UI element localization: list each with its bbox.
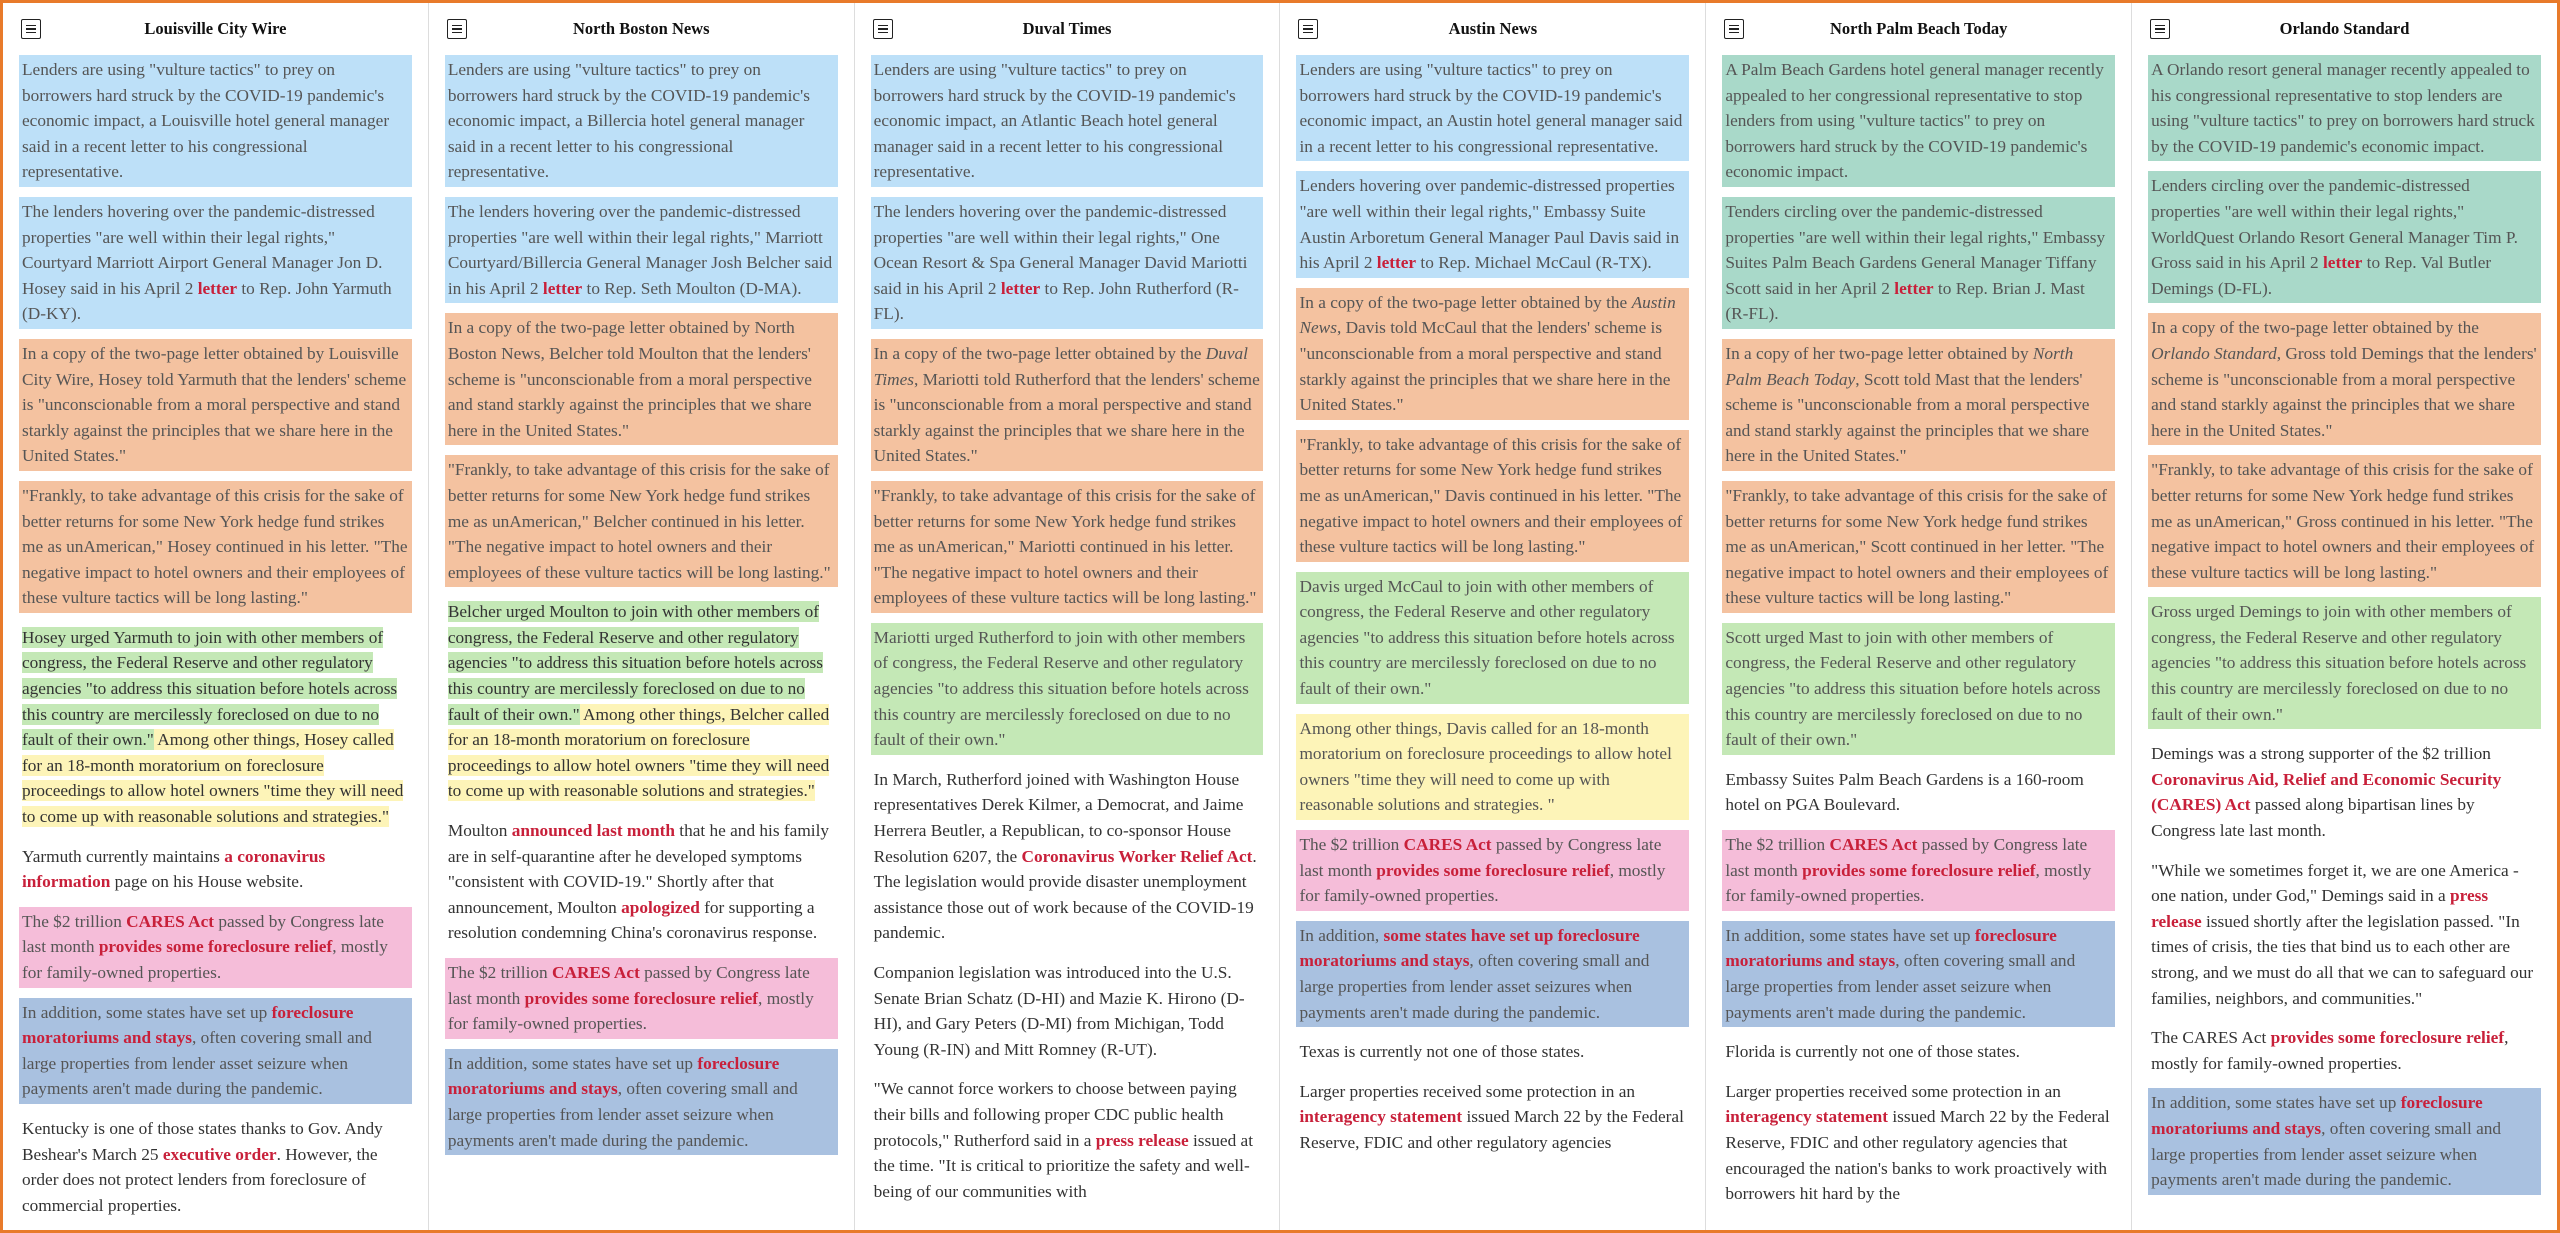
article-paragraph [1722,1077,2115,1209]
paragraph-text: to Rep. John Rutherford (R-FL). [873,278,1239,324]
menu-icon[interactable] [1724,19,1744,39]
paragraph-text: Kentucky is one of those states thanks to Gov. Andy Beshear's March 25 [22,1118,383,1164]
article-paragraph [445,55,838,187]
article-paragraph [2148,55,2541,161]
article-paragraph [2148,856,2541,1014]
paragraph-text: for supporting a resolution condemning China's coronavirus response. [447,897,818,943]
paragraph-text: Duval Times [873,343,1248,389]
article-paragraph [2148,597,2541,729]
article-link[interactable]: CARES Act [1829,835,1918,855]
paragraph-text: . However, the order does not protect lenders from foreclosure of commercial properties. [22,1144,378,1215]
article-paragraph [1296,171,1689,277]
paragraph-text: Gross urged Demings to join with other members of congress, the Federal Reserve and other regulatory agencies "to address this situation before hotels across this country are mercilessly foreclosed on due to no fault of their own." [2151,602,2527,724]
paragraph-text: "Frankly, to take advantage of this crisis for the sake of better returns for some New York hedge fund strikes me as unAmerican," Belcher continued in his letter. "The negative impact to hotel owners and their employees of these vulture tactics will be long lasting." [447,460,831,582]
article-paragraph [445,816,838,948]
menu-icon[interactable] [21,19,41,39]
article-link[interactable]: apologized [621,897,700,917]
paragraph-text: In March, Rutherford joined with Washington House representatives Derek Kilmer, a Democrat, and Jaime Herrera Beutler, a Republican, to co-sponsor House Resolution 6207, the [873,769,1244,866]
paragraph-text: "Frankly, to take advantage of this crisis for the sake of better returns for some New York hedge fund strikes me as unAmerican," Davis continued in his letter. "The negative impact to hotel owners and their employees of these vulture tactics will be long lasting." [1299,434,1683,557]
paragraph-text: , Gross told Demings that the lenders' scheme is "unconscionable from a moral perspective and stand starkly against the principles that we share here in the United States." [2151,343,2537,440]
paragraph-text: A Orlando resort general manager recently appealed to his congressional representative to stop lenders are using "vulture tactics" to prey on borrowers hard struck by the COVID-19 pandemic's economic impact. [2151,60,2535,156]
paragraph-text: Lenders are using "vulture tactics" to prey on borrowers hard struck by the COVID-19 pandemic's economic impact, a Louisville hotel general manager said in a recent letter to his congressional representative. [22,60,390,182]
article-paragraph [1722,197,2115,329]
article-paragraph [1722,830,2115,911]
paragraph-text: In a copy of the two-page letter obtained by Louisville City Wire, Hosey told Yarmuth that the lenders' scheme is "unconscionable from a moral perspective and stand starkly against the principles that we share here in the United States." [22,343,407,466]
article-link[interactable]: Coronavirus Aid, Relief and Economic Security (CARES) Act [2151,769,2502,815]
article-paragraph [19,842,412,897]
article-link[interactable]: letter [197,278,238,298]
paragraph-text: "Frankly, to take advantage of this crisis for the sake of better returns for some New York hedge fund strikes me as unAmerican," Hosey continued in his letter. "The negative impact to hotel owners and their employees of these vulture tactics will be long lasting." [22,485,408,608]
article-paragraph [871,481,1264,613]
article-column [855,3,1281,1230]
paragraph-text: Companion legislation was introduced into the U.S. Senate Brian Schatz (D-HI) and Mazie K. Hirono (D-HI), and Gary Peters (D-MI) from Michigan, Todd Young (R-IN) and Mitt Romney (R-UT). [873,963,1245,1059]
article-link[interactable]: foreclosure moratoriums and stays [22,1002,354,1048]
paragraph-text: to Rep. Brian J. Mast (R-FL). [1725,278,2085,324]
paragraph-text: , often covering small and large properties from lender asset seizures when payments aren't made during the pandemic. [1299,951,1650,1022]
menu-icon[interactable] [1298,19,1318,39]
column-title: Austin News [1448,19,1538,38]
paragraph-text: Lenders are using "vulture tactics" to prey on borrowers hard struck by the COVID-19 pandemic's economic impact, an Atlantic Beach hotel general manager said in a recent letter to his congressional representative. [873,60,1236,182]
paragraph-text: Lenders are using "vulture tactics" to prey on borrowers hard struck by the COVID-19 pandemic's economic impact, a Billercia hotel general manager said in a recent letter to his congressional representative. [447,60,810,182]
article-paragraph [871,1074,1264,1206]
article-paragraph [2148,1023,2541,1078]
paragraph-text: In addition, some states have set up [2151,1093,2401,1113]
article-paragraph [1296,830,1689,911]
paragraph-text: In addition, some states have set up [447,1053,698,1073]
paragraph-text: In addition, [1299,925,1384,945]
menu-icon[interactable] [447,19,467,39]
article-paragraph [1722,921,2115,1027]
article-link[interactable]: provides some foreclosure relief [1802,860,2036,880]
article-link[interactable]: foreclosure moratoriums and stays [1725,925,2057,971]
article-link[interactable]: letter [2323,253,2363,273]
paragraph-text: , Mariotti told Rutherford that the lenders' scheme is "unconscionable from a moral perspective and stand starkly against the principles that we share here in the United States." [873,369,1260,466]
article-paragraph [871,55,1264,187]
paragraph-text: North Palm Beach Today [1725,343,2074,389]
paragraph-text: Embassy Suites Palm Beach Gardens is a 160-room hotel on PGA Boulevard. [1725,769,2084,815]
paragraph-text: In a copy of the two-page letter obtained by the [873,343,1206,363]
paragraph-text: Belcher urged Moulton to join with other members of congress, the Federal Reserve and other regulatory agencies "to address this situation before hotels across this country are mercilessly foreclosed on due to no fault of their own." [447,602,823,724]
article-paragraph [1296,921,1689,1027]
article-link[interactable]: CARES Act [126,911,215,931]
paragraph-text: Demings was a strong supporter of the $2 trillion [2151,744,2491,764]
paragraph-text: , Davis told McCaul that the lenders' scheme is "unconscionable from a moral perspective and stand starkly against the principles that we share here in the United States." [1299,318,1671,415]
article-paragraph [871,197,1264,329]
article-paragraph [2148,739,2541,845]
article-paragraph [1296,1037,1689,1067]
paragraph-text: passed by Congress late last month [1299,835,1662,880]
article-paragraph [1296,572,1689,704]
paragraph-text: passed by Congress late last month [447,963,810,1008]
comparison-grid [3,3,2557,1230]
paragraph-text: issued shortly after the legislation passed. "In times of crisis, the ties that bind us to each other are strong, and we must do all that we can to safeguard our families, neighbors, and communities." [2151,911,2534,1008]
article-link[interactable]: press release [2151,886,2489,931]
paragraph-text: Among other things, Davis called for an 18-month moratorium on foreclosure proceedings to allow hotel owners "time they will need to come up with reasonable solutions and strategies. " [1299,718,1672,815]
article-paragraph [445,958,838,1039]
paragraph-text: The $2 trillion [22,911,127,931]
paragraph-text: Yarmuth currently maintains [22,846,225,866]
article-paragraph [1722,623,2115,755]
paragraph-text: issued March 22 by the Federal Reserve, FDIC and other regulatory agencies [1299,1107,1684,1152]
paragraph-text: The CARES Act [2151,1028,2271,1048]
paragraph-text: "Frankly, to take advantage of this crisis for the sake of better returns for some New York hedge fund strikes me as unAmerican," Gross continued in his letter. "The negative impact to hotel owners and their employees of these vulture tactics will be long lasting." [2151,460,2535,582]
paragraph-text: that he and his family are in self-quarantine after he developed symptoms "consistent with COVID-19." Shortly after that announcement, Moulton [447,821,830,917]
paragraph-text: "While we sometimes forget it, we are one America - one nation, under God," Demings said in a [2151,860,2519,906]
paragraph-text: issued March 22 by the Federal Reserve, FDIC and other regulatory agencies that encouraged the nation's banks to work proactively with borrowers hit hard by the [1725,1107,2110,1204]
article-link[interactable]: executive order [162,1144,277,1164]
article-link[interactable]: interagency statement [1725,1107,1888,1127]
article-paragraph [445,197,838,303]
paragraph-text: The lenders hovering over the pandemic-distressed properties "are well within their legal rights," One Ocean Resort & Spa General Manager David Mariotti said in his April 2 [873,201,1248,298]
article-paragraph [2148,171,2541,303]
article-paragraph [2148,455,2541,587]
article-link[interactable]: interagency statement [1299,1107,1463,1127]
paragraph-text: Larger properties received some protection in an [1299,1081,1636,1101]
paragraph-text: Among other things, Belcher called for an 18-month moratorium on foreclosure proceedings to allow hotel owners "time they will need to come up with reasonable solutions and strategies." [447,704,830,801]
menu-icon[interactable] [873,19,893,39]
article-link[interactable]: provides some foreclosure relief [98,937,333,957]
article-link[interactable]: foreclosure moratoriums and stays [2151,1093,2483,1138]
paragraph-text: Lenders are using "vulture tactics" to prey on borrowers hard struck by the COVID-19 pandemic's economic impact, an Austin hotel general manager said in a recent letter to his congressional representative. [1299,60,1683,156]
paragraph-text: Florida is currently not one of those states. [1725,1042,2020,1062]
paragraph-text: , often covering small and large properties from lender asset seizure when payments aren't made during the pandemic. [2151,1118,2502,1190]
column-header [445,3,838,55]
article-column [3,3,429,1230]
article-link[interactable]: letter [1894,278,1934,298]
article-link[interactable]: announced last month [511,821,675,841]
menu-icon[interactable] [2150,19,2170,39]
article-paragraph [871,623,1264,755]
article-link[interactable]: letter [1376,253,1417,273]
paragraph-text: to Rep. John Yarmuth (D-KY). [22,278,392,324]
paragraph-text: Davis urged McCaul to join with other members of congress, the Federal Reserve and other regulatory agencies "to address this situation before hotels across this country are mercilessly foreclosed on due to no fault of their own." [1299,576,1675,699]
paragraph-text: , often covering small and large properties from lender asset seizure when payments aren't made during the pandemic. [22,1028,372,1099]
paragraph-text: Texas is currently not one of those states. [1299,1042,1585,1062]
article-paragraph [19,623,412,832]
article-link[interactable]: CARES Act [551,963,640,982]
article-paragraph [1296,288,1689,420]
paragraph-text: Mariotti urged Rutherford to join with other members of congress, the Federal Reserve and other regulatory agencies "to address this situation before hotels across this country are mercilessly foreclosed on due to no fault of their own." [873,627,1249,750]
paragraph-text: Lenders hovering over pandemic-distressed properties "are well within their legal rights," Embassy Suite Austin Arboretum General Manager Paul Davis said in his April 2 [1299,176,1680,273]
paragraph-text: Larger properties received some protection in an [1725,1081,2061,1101]
paragraph-text: Hosey urged Yarmuth to join with other members of congress, the Federal Reserve and other regulatory agencies "to address this situation before hotels across this country are mercilessly foreclosed on due to no fault of their own." [22,627,398,750]
paragraph-text: "We cannot force workers to choose between paying their bills and following proper CDC public health protocols," Rutherford said in a [873,1079,1237,1150]
article-column [2132,3,2557,1230]
paragraph-text: , mostly for family-owned properties. [1725,860,2092,906]
article-column [429,3,855,1230]
paragraph-text: . The legislation would provide disaster unemployment assistance those out of work because of the COVID-19 pandemic. [873,846,1257,943]
column-title: Duval Times [1022,19,1112,38]
paragraph-text: passed along bipartisan lines by Congress late last month. [2151,795,2475,841]
article-paragraph [19,481,412,613]
article-paragraph [19,339,412,471]
paragraph-text: , mostly for family-owned properties. [447,988,814,1034]
article-paragraph [19,1114,412,1220]
column-title: Louisville City Wire [144,19,287,38]
paragraph-text: to Rep. Val Butler Demings (D-FL). [2151,253,2492,298]
paragraph-text: Austin News [1299,292,1676,338]
article-paragraph [871,765,1264,948]
article-paragraph [1722,55,2115,187]
article-link[interactable]: provides some foreclosure relief [2270,1028,2505,1048]
paragraph-text: Lenders circling over the pandemic-distressed properties "are well within their legal rights," WorldQuest Orlando Resort General Manager Tim P. Gross said in his April 2 [2151,176,2518,273]
column-header [2148,3,2541,55]
article-paragraph [1722,765,2115,820]
paragraph-text: Moulton [447,821,512,841]
column-header [871,3,1264,55]
article-column [1706,3,2132,1230]
paragraph-text: page on his House website. [110,872,304,892]
article-link[interactable]: Coronavirus Worker Relief Act [1021,846,1253,866]
article-paragraph [19,998,412,1104]
paragraph-text: to Rep. Seth Moulton (D-MA). [582,278,802,298]
article-link[interactable]: a coronavirus information [22,846,326,892]
paragraph-text: Scott urged Mast to join with other members of congress, the Federal Reserve and other regulatory agencies "to address this situation before hotels across this country are mercilessly foreclosed on due to no fault of their own." [1725,627,2101,750]
article-column [1280,3,1706,1230]
paragraph-text: In a copy of the two-page letter obtained by the [1299,292,1632,312]
paragraph-text: to Rep. Michael McCaul (R-TX). [1416,253,1652,273]
article-paragraph [1722,1037,2115,1067]
paragraph-text: The lenders hovering over the pandemic-distressed properties "are well within their legal rights," Courtyard Marriott Airport General Manager Jon D. Hosey said in his April 2 [22,201,383,298]
paragraph-text: In addition, some states have set up [1725,925,1975,945]
article-link[interactable]: some states have set up foreclosure moratoriums and stays [1299,925,1640,971]
paragraph-text: , mostly for family-owned properties. [1299,860,1666,906]
article-paragraph [445,1049,838,1155]
paragraph-text: Orlando Standard [2151,343,2277,363]
paragraph-text: In a copy of the two-page letter obtained by North Boston News, Belcher told Moulton that the lenders' scheme is "unconscionable from a moral perspective and stand starkly against the principles that we share here in the United States." [447,318,812,440]
paragraph-text: "Frankly, to take advantage of this crisis for the sake of better returns for some New York hedge fund strikes me as unAmerican," Scott continued in her letter. "The negative impact to hotel owners and their employees of these vulture tactics will be long lasting." [1725,485,2109,608]
paragraph-text: , mostly for family-owned properties. [22,937,388,982]
article-paragraph [445,313,838,445]
paragraph-text: , mostly for family-owned properties. [2151,1028,2509,1073]
article-paragraph [1296,714,1689,820]
paragraph-text: issued at the time. "It is critical to prioritize the safety and well-being of our communities with [873,1130,1254,1201]
article-paragraph [1296,55,1689,161]
paragraph-text: Among other things, Hosey called for an 18-month moratorium on foreclosure proceedings to allow hotel owners "time they will need to come up with reasonable solutions and strategies." [22,730,404,827]
paragraph-text: The $2 trillion [1725,835,1830,855]
article-paragraph [1296,430,1689,562]
article-paragraph [871,339,1264,471]
article-paragraph [445,455,838,587]
paragraph-text: , Scott told Mast that the lenders' scheme is "unconscionable from a moral perspective and stand starkly against the principles that we share here in the United States." [1725,369,2090,466]
column-header [1296,3,1689,55]
article-paragraph [1296,1077,1689,1158]
article-paragraph [19,907,412,988]
column-title: North Palm Beach Today [1830,19,2008,38]
paragraph-text: passed by Congress late last month [1725,835,2088,880]
article-link[interactable]: provides some foreclosure relief [1376,860,1610,880]
article-paragraph [445,597,838,806]
article-paragraph [2148,313,2541,445]
column-header [19,3,412,55]
article-paragraph [1722,339,2115,471]
article-paragraph [1722,481,2115,613]
article-link[interactable]: letter [1000,278,1041,298]
paragraph-text: The $2 trillion [1299,835,1404,855]
article-link[interactable]: CARES Act [1403,835,1492,855]
article-link[interactable]: foreclosure moratoriums and stays [447,1053,780,1099]
article-paragraph [2148,1088,2541,1194]
paragraph-text: In a copy of the two-page letter obtained by the [2151,318,2479,338]
paragraph-text: passed by Congress late last month [22,911,384,957]
column-header [1722,3,2115,55]
paragraph-text: The $2 trillion [447,963,552,982]
paragraph-text: , often covering small and large properties from lender asset seizure when payments aren't made during the pandemic. [1725,951,2076,1022]
article-link[interactable]: provides some foreclosure relief [524,988,759,1008]
paragraph-text: , often covering small and large properties from lender asset seizure when payments aren't made during the pandemic. [447,1079,798,1150]
paragraph-text: A Palm Beach Gardens hotel general manager recently appealed to her congressional representative to stop lenders from using "vulture tactics" to prey on borrowers hard struck by the COVID-19 pandemic's economic impact. [1725,60,2104,182]
paragraph-text: Tenders circling over the pandemic-distressed properties "are well within their legal rights," Embassy Suites Palm Beach Gardens General Manager Tiffany Scott said in her April 2 [1725,201,2106,298]
paragraph-text: In a copy of her two-page letter obtained by [1725,343,2033,363]
column-title: Orlando Standard [2279,19,2410,38]
paragraph-text: "Frankly, to take advantage of this crisis for the sake of better returns for some New York hedge fund strikes me as unAmerican," Mariotti continued in his letter. "The negative impact to hotel owners and their employees of these vulture tactics will be long lasting." [873,485,1257,608]
article-paragraph [19,197,412,329]
article-paragraph [19,55,412,187]
article-paragraph [871,958,1264,1064]
article-link[interactable]: letter [542,278,583,298]
article-link[interactable]: press release [1095,1130,1189,1150]
column-title: North Boston News [572,19,710,38]
paragraph-text: In addition, some states have set up [22,1002,272,1022]
paragraph-text: The lenders hovering over the pandemic-distressed properties "are well within their legal rights," Marriott Courtyard/Billercia General Manager Josh Belcher said in his April 2 [447,201,833,298]
